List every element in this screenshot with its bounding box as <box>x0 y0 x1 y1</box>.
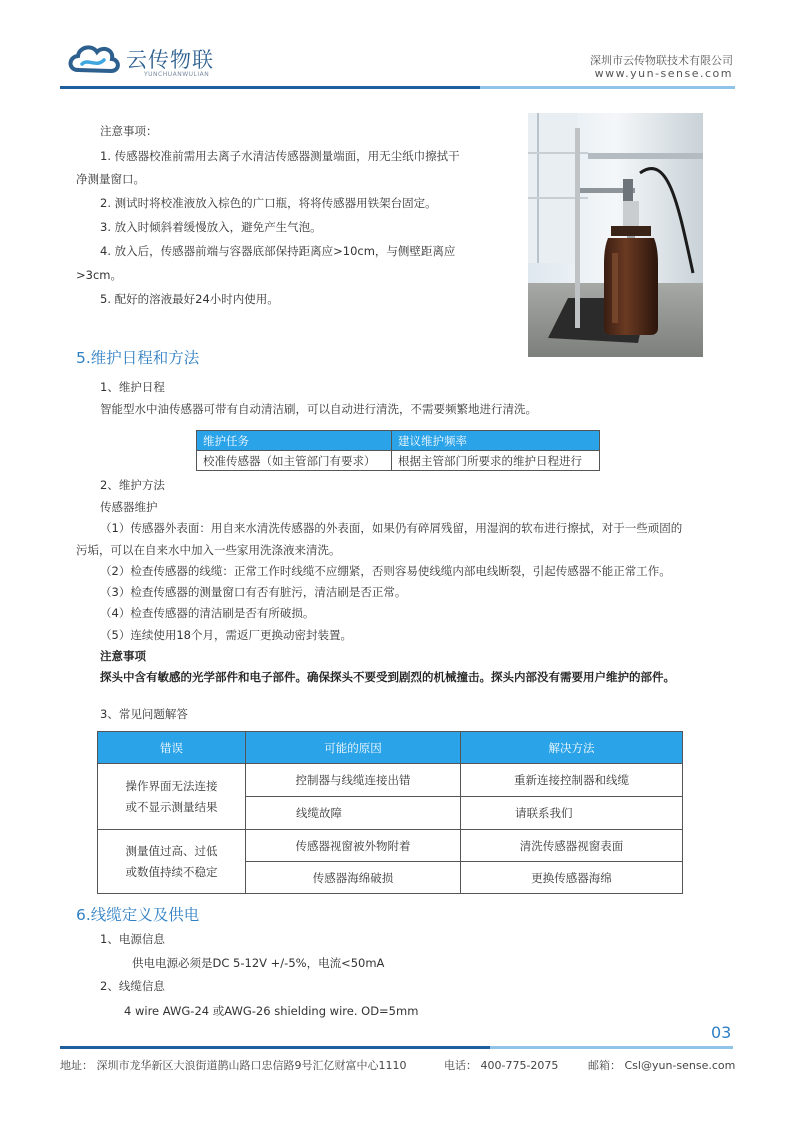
error-text-line: 或数值持续不稳定 <box>125 865 218 879</box>
table-cell-cause: 传感器视窗被外物附着 <box>246 830 461 862</box>
header-rule-dark <box>60 86 480 89</box>
table-cell-cause: 控制器与线缆连接出错 <box>246 764 461 797</box>
table-cell-solution: 更换传感器海绵 <box>461 862 683 894</box>
table-cell-cause: 传感器海绵破损 <box>246 862 461 894</box>
table-header-task: 维护任务 <box>197 431 392 451</box>
note-line: >3cm。 <box>76 268 122 282</box>
caution-text: 探头中含有敏感的光学部件和电子部件。确保探头不要受到剧烈的机械撞击。探头内部没有需要用户维护的部件。 <box>100 670 675 684</box>
table-row <box>98 830 683 862</box>
company-name: 深圳市云传物联技术有限公司 <box>590 54 733 67</box>
table-header-row <box>98 732 683 764</box>
footer-email: 邮箱： Csl@yun-sense.com <box>588 1059 736 1072</box>
notes-title: 注意事项： <box>100 124 158 138</box>
header-rule-light <box>480 86 735 89</box>
table-header-cause: 可能的原因 <box>246 732 461 764</box>
table-cell-frequency: 根据主管部门所要求的维护日程进行 <box>392 451 600 471</box>
subheading-maintenance-method: 2、维护方法 <box>100 478 165 492</box>
table-cell-solution: 清洗传感器视窗表面 <box>461 830 683 862</box>
table-cell-solution: 重新连接控制器和线缆 <box>461 764 683 797</box>
note-line: 3. 放入时倾斜着缓慢放入，避免产生气泡。 <box>100 220 322 234</box>
table-cell-solution: 请联系我们 <box>461 797 683 830</box>
maintenance-step: （2）检查传感器的线缆：正常工作时线缆不应绷紧，否则容易使线缆内部电线断裂，引起传感器不能正常工作。 <box>100 564 671 578</box>
page-number: 03 <box>711 1023 732 1042</box>
logo <box>66 40 226 82</box>
note-line: 4. 放入后，传感器前端与容器底部保持距离应>10cm，与侧壁距离应 <box>100 244 456 258</box>
maintenance-step: （3）检查传感器的测量窗口有否有脏污，清洁刷是否正常。 <box>100 585 407 599</box>
maintenance-table <box>196 430 600 471</box>
subheading-cable-info: 2、线缆信息 <box>100 979 165 993</box>
cloud-logo-icon <box>66 40 122 80</box>
company-website: www.yun-sense.com <box>594 67 733 80</box>
section-5-title: 5.维护日程和方法 <box>76 349 200 367</box>
power-spec: 供电电源必须是DC 5-12V +/-5%，电流<50mA <box>132 956 385 970</box>
error-text-line: 测量值过高、过低 <box>125 844 218 858</box>
logo-text: 云传物联 <box>126 48 214 72</box>
table-header-frequency: 建议维护频率 <box>392 431 600 451</box>
error-text-line: 或不显示测量结果 <box>125 800 218 814</box>
footer-address: 地址： 深圳市龙华新区大浪街道鹊山路口忠信路9号汇亿财富中心1110 <box>60 1059 407 1072</box>
subheading-faq: 3、常见问题解答 <box>100 707 188 721</box>
note-line: 净测量窗口。 <box>76 172 145 186</box>
faq-table <box>97 731 683 894</box>
table-cell-task: 校准传感器（如主管部门有要求） <box>197 451 392 471</box>
calibration-setup-photo <box>528 113 703 357</box>
error-text-line: 操作界面无法连接 <box>125 779 218 793</box>
note-line: 5. 配好的溶液最好24小时内使用。 <box>100 292 279 306</box>
table-header-solution: 解决方法 <box>461 732 683 764</box>
section-6-title: 6.线缆定义及供电 <box>76 906 200 924</box>
note-line: 2. 测试时将校准液放入棕色的广口瓶，将将传感器用铁架台固定。 <box>100 196 437 210</box>
caution-title: 注意事项 <box>100 649 146 663</box>
maintenance-step: （1）传感器外表面：用自来水清洗传感器的外表面，如果仍有碎屑残留，用湿润的软布进行擦拭，对于一些顽固的 <box>100 521 683 535</box>
maintenance-step: （5）连续使用18个月，需返厂更换动密封装置。 <box>100 628 352 642</box>
footer-phone: 电话： 400-775-2075 <box>444 1059 559 1072</box>
table-row <box>98 764 683 797</box>
maintenance-step: （4）检查传感器的清洁刷是否有所破损。 <box>100 606 315 620</box>
table-cell-error <box>98 764 246 830</box>
subheading-maintenance-schedule: 1、维护日程 <box>100 380 165 394</box>
table-cell-error <box>98 830 246 894</box>
cable-spec: 4 wire AWG-24 或AWG-26 shielding wire. OD=5mm <box>124 1004 419 1018</box>
subheading-sensor-maintenance: 传感器维护 <box>100 500 158 514</box>
table-header-error: 错误 <box>98 732 246 764</box>
note-line: 1. 传感器校准前需用去离子水清洁传感器测量端面，用无尘纸巾擦拭干 <box>100 149 460 163</box>
footer-rule-light <box>490 1046 733 1049</box>
table-header-row <box>197 431 600 451</box>
maintenance-step: 污垢，可以在自来水中加入一些家用洗涤液来清洗。 <box>76 543 341 557</box>
table-cell-cause: 线缆故障 <box>246 797 461 830</box>
subheading-power-info: 1、电源信息 <box>100 932 165 946</box>
footer-rule-dark <box>60 1046 490 1049</box>
logo-subtitle: YUNCHUANWULIAN <box>144 71 210 78</box>
table-row <box>197 451 600 471</box>
maintenance-paragraph: 智能型水中油传感器可带有自动清洁刷，可以自动进行清洗，不需要频繁地进行清洗。 <box>100 402 537 416</box>
